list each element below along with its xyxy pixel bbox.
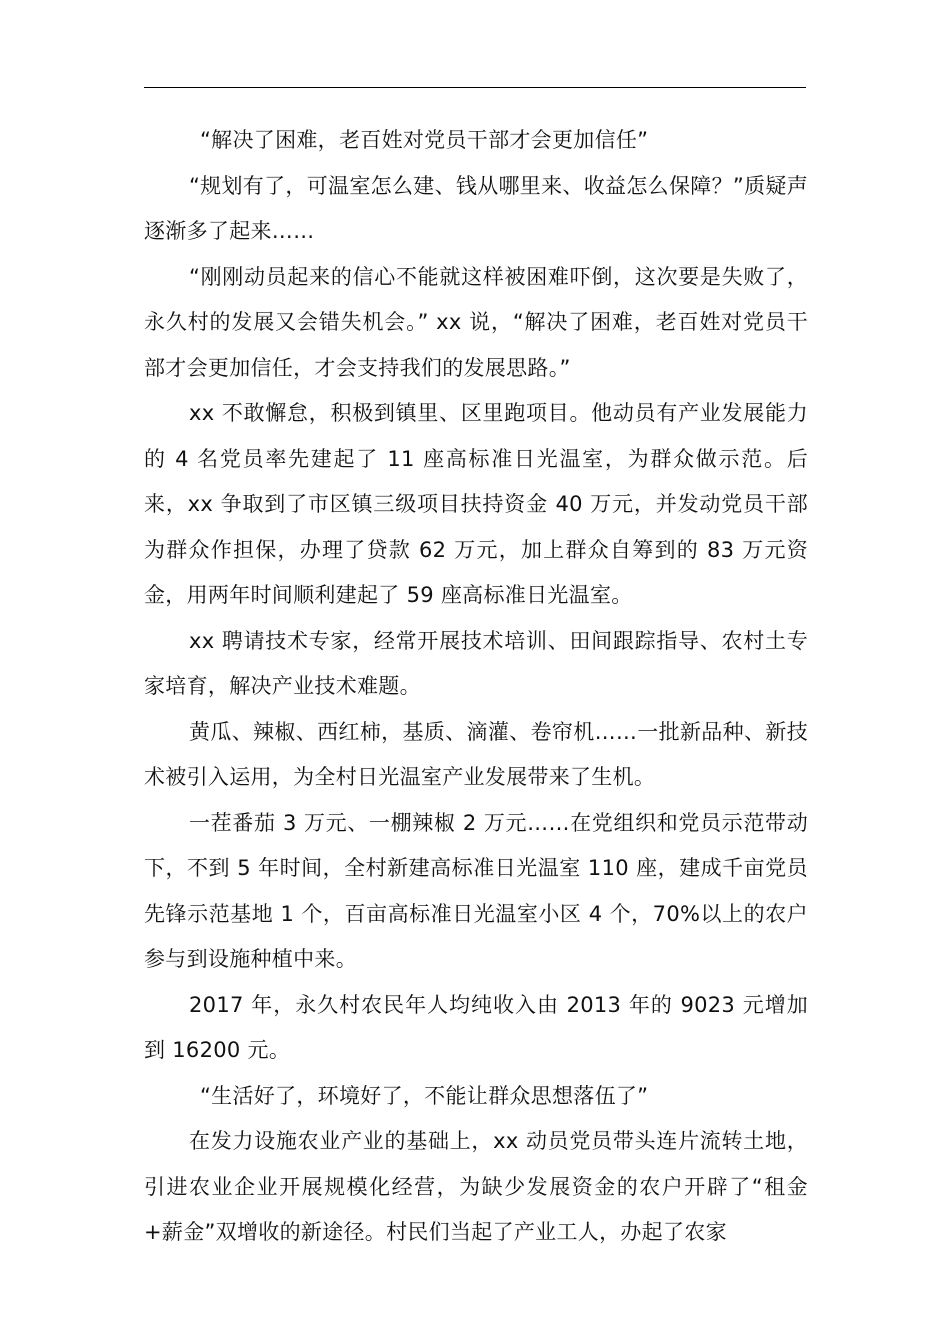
document-body bbox=[144, 118, 808, 1256]
body-paragraph: “刚刚动员起来的信心不能就这样被困难吓倒，这次要是失败了，永久村的发展又会错失机会。” xx 说，“解决了困难，老百姓对党员干部才会更加信任，才会支持我们的发展思路。” bbox=[144, 264, 808, 380]
section-heading: “解决了困难，老百姓对党员干部才会更加信任” bbox=[200, 128, 649, 152]
header-rule bbox=[144, 87, 806, 88]
body-paragraph: 一茬番茄 3 万元、一棚辣椒 2 万元……在党组织和党员示范带动下，不到 5 年时间，全村新建高标准日光温室 110 座，建成千亩党员先锋示范基地 1 个，百亩高标准日光温室小区 4 个，70%以上的农户参与到设施种植中来。 bbox=[144, 810, 808, 971]
section-heading: “生活好了，环境好了，不能让群众思想落伍了” bbox=[200, 1083, 649, 1108]
body-paragraph: “规划有了，可温室怎么建、钱从哪里来、收益怎么保障？”质疑声逐渐多了起来…… bbox=[144, 173, 808, 243]
body-paragraph: xx 聘请技术专家，经常开展技术培训、田间跟踪指导、农村土专家培育，解决产业技术难题。 bbox=[144, 628, 808, 698]
body-paragraph: 2017 年，永久村农民年人均纯收入由 2013 年的 9023 元增加到 16200 元。 bbox=[144, 992, 808, 1062]
body-paragraph: 黄瓜、辣椒、西红柿，基质、滴灌、卷帘机……一批新品种、新技术被引入运用，为全村日光温室产业发展带来了生机。 bbox=[144, 719, 808, 789]
body-paragraph: xx 不敢懈怠，积极到镇里、区里跑项目。他动员有产业发展能力的 4 名党员率先建起了 11 座高标准日光温室，为群众做示范。后来，xx 争取到了市区镇三级项目扶持资金 40 万元，并发动党员干部为群众作担保，办理了贷款 62 万元，加上群众自筹到的 83 万元资金，用两年时间顺利建起了 59 座高标准日光温室。 bbox=[144, 401, 808, 607]
body-paragraph: 在发力设施农业产业的基础上，xx 动员党员带头连片流转土地，引进农业企业开展规模化经营，为缺少发展资金的农户开辟了“租金+薪金”双增收的新途径。村民们当起了产业工人，办起了农家 bbox=[144, 1129, 808, 1244]
